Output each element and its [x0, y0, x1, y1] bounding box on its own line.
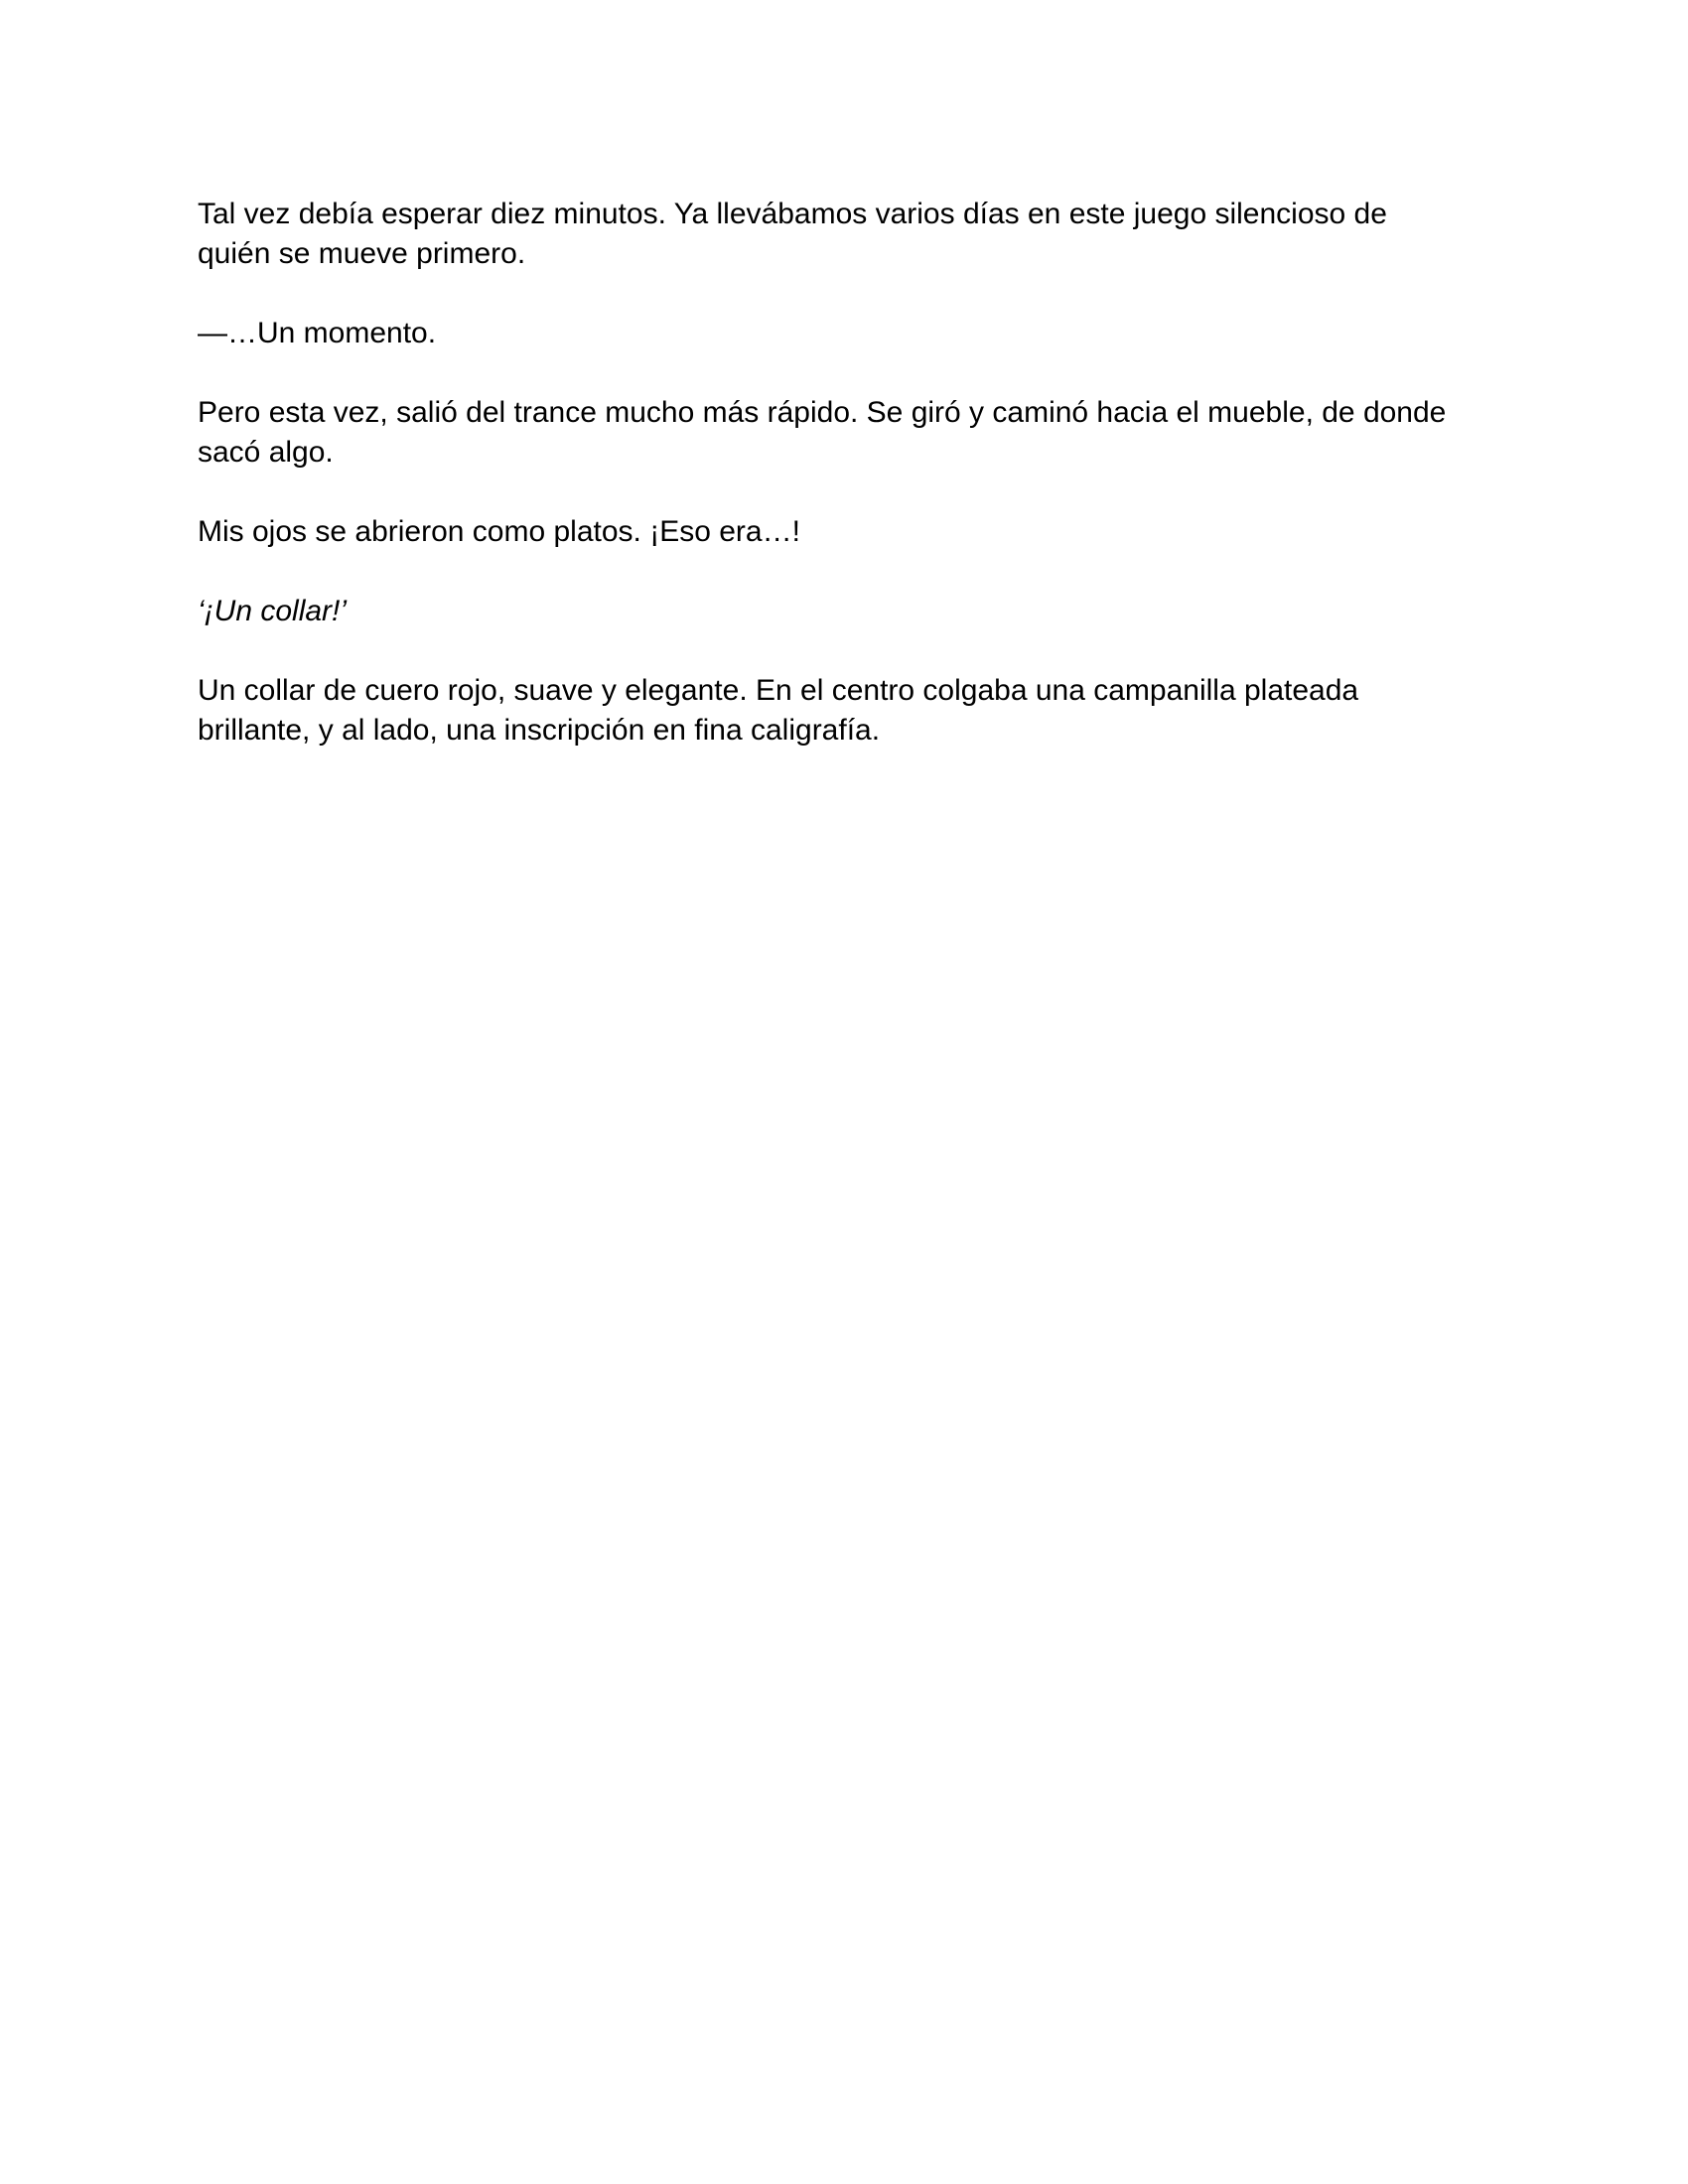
- paragraph-6: Un collar de cuero rojo, suave y elegante. En el centro colgaba una campanilla plateada brillante, y al lado, una inscripción en fina caligrafía.: [198, 674, 1359, 747]
- document-body: [198, 195, 1490, 790]
- paragraph-2: —…Un momento.: [198, 317, 437, 349]
- paragraph-1: Tal vez debía esperar diez minutos. Ya llevábamos varios días en este juego silencioso de quién se mueve primero.: [198, 198, 1387, 270]
- paragraph-4: Mis ojos se abrieron como platos. ¡Eso era…!: [198, 515, 800, 548]
- paragraph-5-thought: ‘¡Un collar!’: [198, 595, 348, 627]
- paragraph-3: Pero esta vez, salió del trance mucho más rápido. Se giró y caminó hacia el mueble, de donde sacó algo.: [198, 396, 1447, 469]
